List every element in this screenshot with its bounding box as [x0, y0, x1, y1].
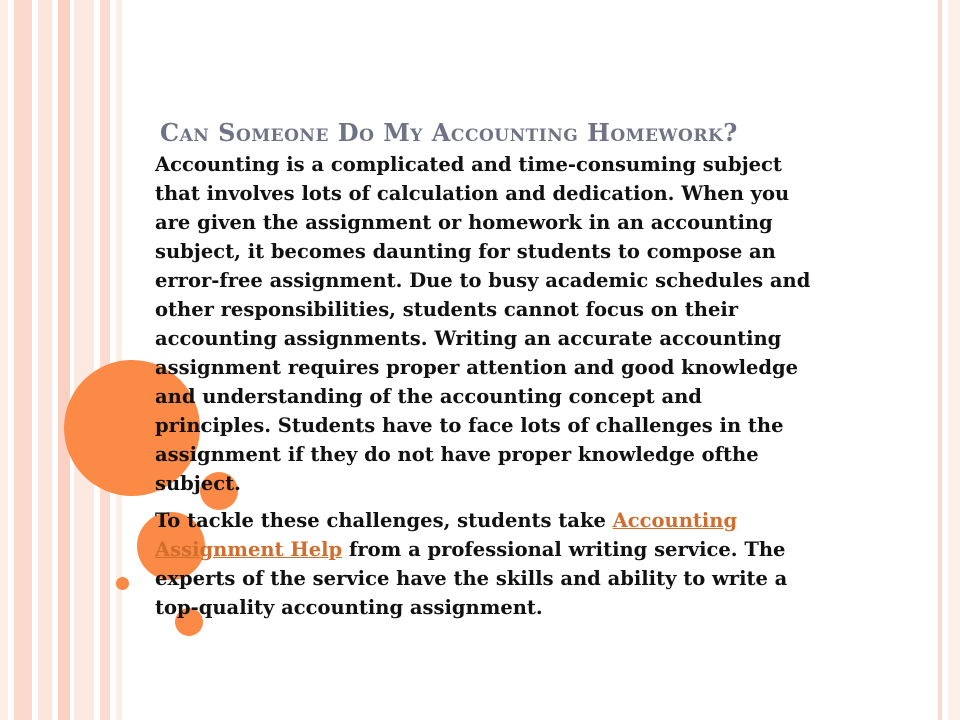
stripe [74, 0, 94, 720]
stripe [38, 0, 52, 720]
paragraph-1: Accounting is a complicated and time-consuming subject that involves lots of calculation and dedication. When you are given the assignment or homework in an accounting subject, it becomes daunting for students to compose an error-free assignment. Due to busy academic schedules and other responsibilities, students cannot focus on their accounting assignments. Writing an accurate accounting assignment requires proper attention and good knowledge and understanding of the accounting concept and principles. Students have to face lots of challenges in the assignment if they do not have proper knowledge ofthe subject. [155, 153, 811, 495]
paragraph-2-end: from a professional writing service. The experts of the service have the skills and ability to write a top-quality accounting assignment. [155, 538, 788, 619]
paragraph-2-start: To tackle these challenges, students take [155, 509, 613, 532]
stripe-right [948, 0, 960, 720]
stripe [14, 0, 32, 720]
tiny-orange-dot [116, 577, 129, 590]
slide-title: Can Someone Do My Accounting Homework? [160, 118, 738, 147]
paragraph-2 [155, 506, 815, 622]
slide-body [155, 150, 815, 622]
stripe [0, 0, 8, 720]
stripe [100, 0, 110, 720]
stripe [58, 0, 70, 720]
stripe-right [938, 0, 942, 720]
accounting-assignment-help-link[interactable]: Accounting Assignment Help [155, 509, 738, 561]
